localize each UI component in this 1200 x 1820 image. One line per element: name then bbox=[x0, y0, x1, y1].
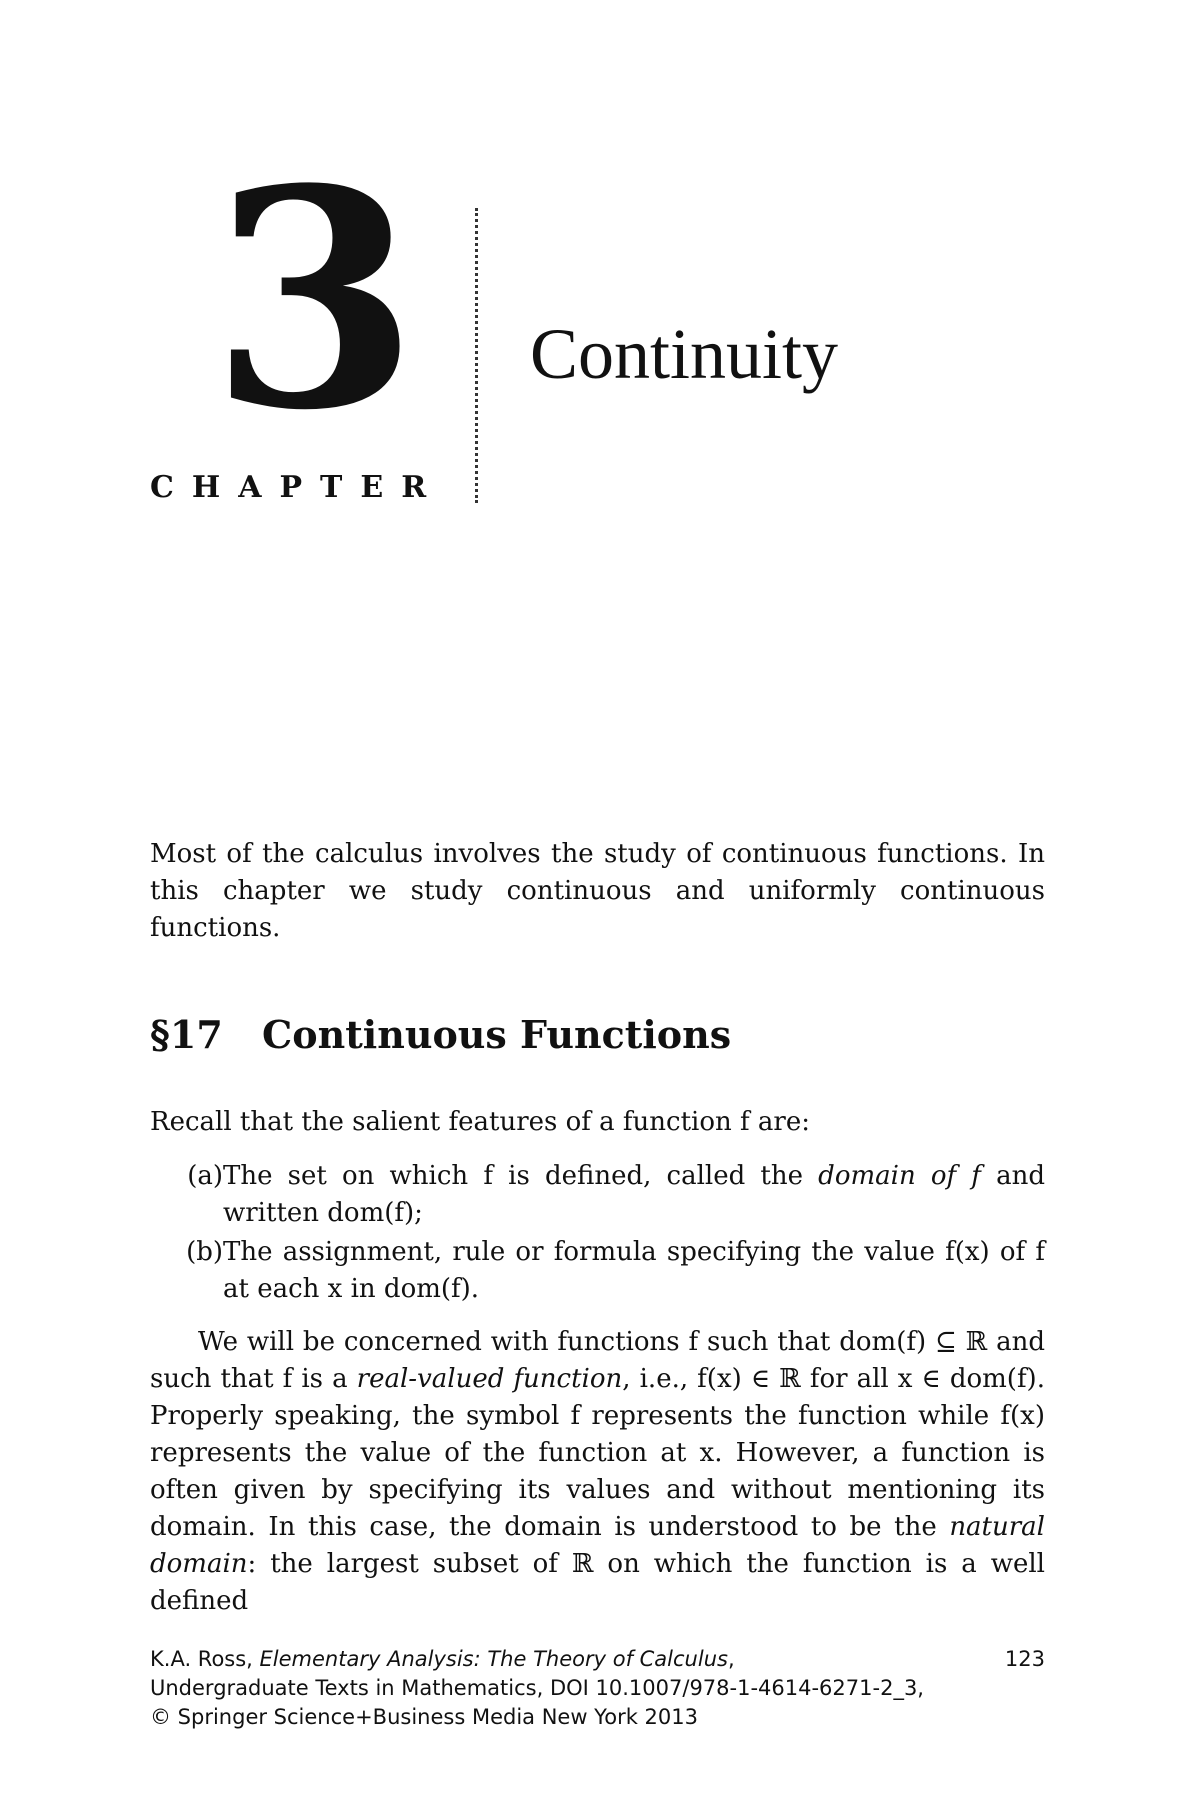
footer-comma: , bbox=[727, 1647, 735, 1671]
recall-sentence: Recall that the salient features of a function f are: bbox=[150, 1107, 810, 1137]
chapter-label: CHAPTER bbox=[150, 470, 445, 505]
feature-text: The assignment, rule or formula specifying the value f(x) of f at each x in dom(f). bbox=[223, 1237, 1045, 1304]
chapter-number: 3 bbox=[210, 123, 419, 476]
section-heading bbox=[150, 1012, 732, 1057]
footer-author: K.A. Ross, bbox=[150, 1647, 260, 1671]
citation bbox=[150, 1645, 735, 1674]
feature-text-before: The set on which f is defined, called the bbox=[223, 1161, 819, 1191]
section-number: §17 bbox=[150, 1012, 223, 1057]
footer-book-title: Elementary Analysis: The Theory of Calculus bbox=[259, 1647, 728, 1671]
intro-paragraph: Most of the calculus involves the study of continuous functions. In this chapter we study continuous and uniformly continuous functions. bbox=[150, 839, 1045, 943]
body-emphasis-2: natural domain bbox=[150, 1512, 1045, 1579]
body-text-3: : the largest subset of ℝ on which the function is a well defined bbox=[150, 1549, 1045, 1616]
chapter-title: Continuity bbox=[530, 314, 839, 394]
feature-label: (b) bbox=[186, 1237, 223, 1267]
body-text-1: We will be concerned with functions f such that dom(f) ⊆ ℝ and such that f is a bbox=[150, 1327, 1045, 1394]
feature-list bbox=[150, 1158, 1045, 1310]
footer-line-2: Undergraduate Texts in Mathematics, DOI 10.1007/978-1-4614-6271-2_3, bbox=[150, 1676, 924, 1700]
feature-item-a bbox=[150, 1158, 1045, 1232]
footer-line-3: © Springer Science+Business Media New York 2013 bbox=[150, 1705, 698, 1729]
feature-emphasis: domain of f bbox=[818, 1161, 981, 1191]
chapter-divider bbox=[475, 208, 478, 503]
feature-label: (a) bbox=[187, 1161, 223, 1191]
page-number: 123 bbox=[1004, 1647, 1045, 1671]
feature-item-b bbox=[150, 1234, 1045, 1308]
footer-line-1 bbox=[150, 1645, 1045, 1674]
body-emphasis-1: real-valued function bbox=[356, 1364, 623, 1394]
body-paragraph bbox=[150, 1324, 1045, 1620]
page-footer bbox=[150, 1645, 1045, 1732]
section-title: Continuous Functions bbox=[262, 1012, 732, 1057]
feature-text-after: and written dom(f); bbox=[223, 1161, 1045, 1228]
body-text-2: , i.e., f(x) ∈ ℝ for all x ∈ dom(f). Properly speaking, the symbol f represents the function while f(x) represents the value of the function at x. However, a function is often given by specifying its values and without mentioning its domain. In this case, the domain is understood to be the bbox=[150, 1364, 1045, 1542]
feature-text bbox=[223, 1158, 1045, 1232]
